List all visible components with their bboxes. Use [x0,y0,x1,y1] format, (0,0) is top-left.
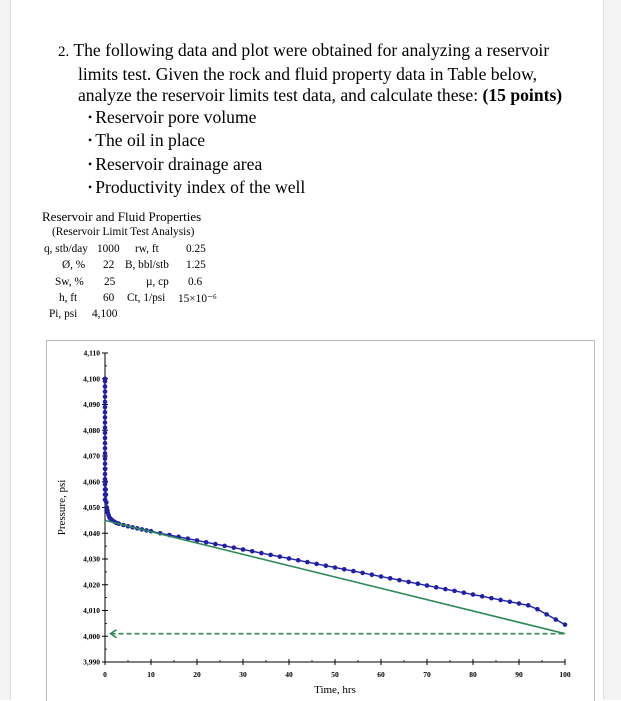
prop-label-rw: rw, ft [135,243,159,255]
task-item-pore-volume: • Reservoir pore volume [88,107,598,131]
pressure-chart-svg [47,341,594,701]
prop-label-b: B, bbl/stb [125,259,169,271]
prop-value-mu: 0.6 [188,276,203,288]
prop-value-rw: 0.25 [186,243,206,255]
y-tick-label: 4,090 [83,400,100,409]
left-page-margin [0,0,11,700]
prop-label-ct: Ct, 1/psi [127,292,166,304]
prop-value-q: 1000 [97,243,120,255]
y-tick-label: 4,040 [83,528,100,538]
x-tick-label: 70 [423,670,431,679]
y-tick-label: 3,990 [83,657,100,667]
scrollbar-track[interactable] [603,0,621,700]
x-tick-label: 40 [285,670,293,679]
y-axis-title: Pressure, psi [56,479,68,536]
y-tick-label: 4,070 [83,451,100,461]
x-axis-title: Time, hrs [314,684,356,696]
question-line-1 [58,40,598,64]
prop-label-sw: Sw, % [55,276,84,288]
prop-value-porosity: 22 [103,259,115,271]
question-text-3: analyze the reservoir limits test data, and calculate these: [78,85,479,105]
y-tick-label: 4,010 [83,606,100,615]
question-line-3 [58,85,598,107]
prop-value-pi: 4,100 [92,308,118,320]
task-list [58,107,598,201]
pressure-chart [46,340,595,701]
y-tick-label: 4,030 [83,554,100,564]
x-tick-label: 90 [515,670,523,679]
properties-title: Reservoir and Fluid Properties [42,209,202,224]
task-item-oil-in-place: • The oil in place [88,130,598,154]
x-tick-label: 60 [377,670,385,679]
x-tick-label: 50 [331,670,339,679]
question-number: 2. [58,44,70,60]
prop-label-h: h, ft [59,292,78,304]
prop-value-b: 1.25 [186,259,206,271]
points-label: (15 points) [482,85,563,105]
y-tick-label: 4,000 [83,631,100,641]
question-line-2: limits test. Given the rock and fluid property data in Table below, [78,63,538,84]
y-tick-label: 4,110 [83,348,100,358]
trend-line [105,520,565,633]
x-tick-label: 20 [193,670,201,679]
task-item-drainage-area: • Reservoir drainage area [88,154,598,178]
x-tick-label: 0 [103,670,107,679]
x-tick-label: 80 [469,670,477,679]
x-tick-label: 100 [559,670,571,679]
data-series-line [105,379,565,625]
y-tick-label: 4,080 [83,425,100,435]
y-tick-label: 4,100 [83,374,100,384]
question-text-1: The following data and plot were obtained for analyzing a reservoir [73,40,550,60]
x-tick-label: 30 [239,670,247,679]
prop-value-ct: 15×10⁻⁶ [178,293,217,305]
prop-value-sw: 25 [104,276,116,288]
y-tick-label: 4,020 [83,580,100,590]
x-tick-label: 10 [147,670,155,679]
task-item-productivity-index: • Productivity index of the well [88,177,598,201]
y-tick-label: 4,060 [83,477,100,487]
prop-label-pi: Pi, psi [49,308,78,320]
prop-value-h: 60 [103,292,115,304]
question-block [58,40,598,201]
properties-subtitle: (Reservoir Limit Test Analysis) [52,226,195,238]
prop-label-mu: µ, cp [146,276,169,288]
prop-label-q: q, stb/day [44,243,88,255]
prop-label-porosity: Ø, % [62,259,86,271]
y-tick-label: 4,050 [83,503,100,512]
